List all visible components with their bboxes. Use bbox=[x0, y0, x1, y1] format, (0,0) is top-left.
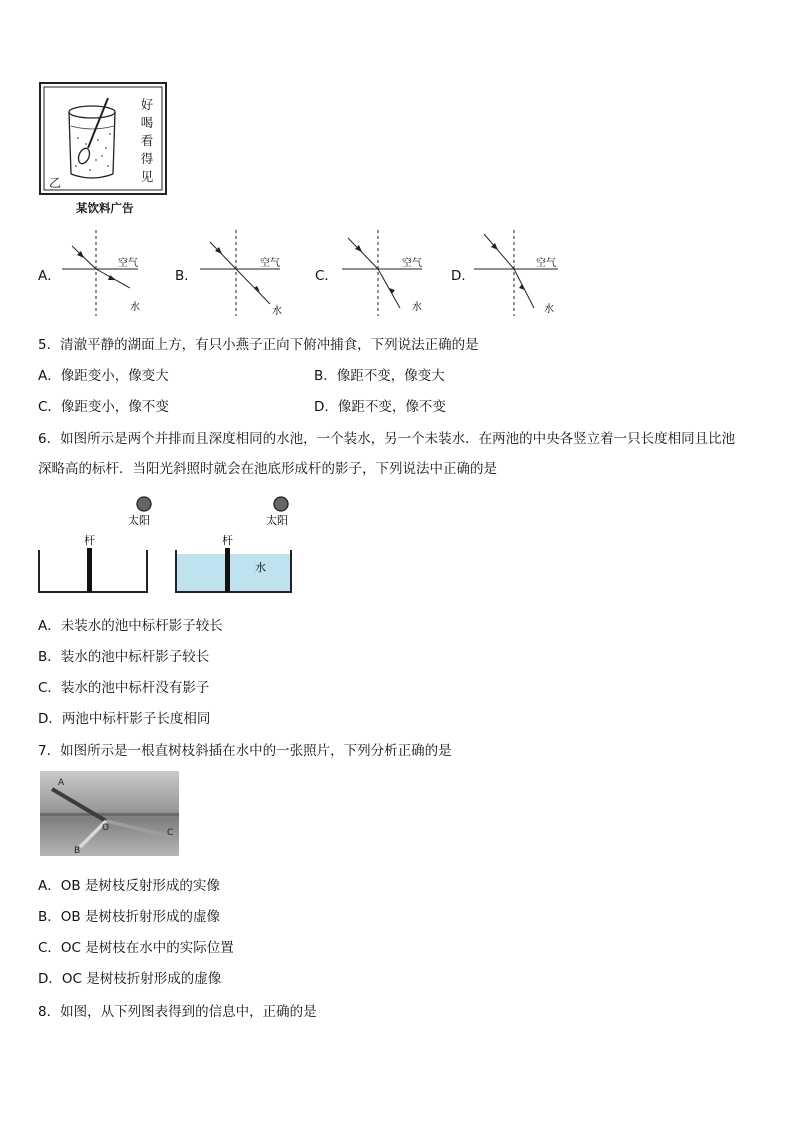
q7-branch-photo bbox=[40, 771, 180, 857]
pole-left bbox=[87, 548, 92, 592]
option-b-label: B． bbox=[175, 268, 198, 284]
q6-option-b: B．装水的池中标杆影子较长 bbox=[38, 649, 210, 665]
option-a-label: A． bbox=[38, 268, 61, 284]
option-c-diagram bbox=[340, 228, 440, 318]
q8-stem: 8．如图，从下列图表得到的信息中，正确的是 bbox=[38, 1004, 317, 1020]
q5-option-d: D．像距不变，像不变 bbox=[314, 399, 446, 415]
water-label: 水 bbox=[544, 304, 554, 315]
label-b: B bbox=[74, 846, 81, 856]
label-a: A bbox=[58, 778, 65, 788]
q6-option-d: D．两池中标杆影子长度相同 bbox=[38, 711, 211, 727]
option-d-diagram bbox=[472, 228, 572, 318]
water-label: 水 bbox=[412, 302, 422, 313]
ad-slogan bbox=[136, 96, 158, 186]
sun-label: 太阳 bbox=[128, 514, 150, 527]
air-label: 空气 bbox=[118, 258, 138, 269]
ad-corner-label: 乙 bbox=[49, 176, 62, 190]
q7-option-b: B．OB 是树枝折射形成的虚像 bbox=[38, 909, 220, 925]
sun-icon bbox=[274, 497, 288, 511]
pole-label: 杆 bbox=[84, 534, 95, 547]
slogan-char: 好 bbox=[140, 97, 154, 112]
option-b-diagram bbox=[198, 228, 298, 318]
q7-option-d: D．OC 是树枝折射形成的虚像 bbox=[38, 971, 222, 987]
slogan-char: 看 bbox=[140, 133, 154, 148]
option-c-label: C． bbox=[315, 268, 338, 284]
q7-stem: 7．如图所示是一根直树枝斜插在水中的一张照片，下列分析正确的是 bbox=[38, 743, 452, 759]
q7-option-a: A．OB 是树枝反射形成的实像 bbox=[38, 878, 220, 894]
pole-right bbox=[225, 548, 230, 592]
q6-stem-line1: 6．如图所示是两个并排而且深度相同的水池，一个装水，另一个未装水．在两池的中央各竖立着一只长度相同且比池 bbox=[38, 431, 736, 447]
water-label: 水 bbox=[130, 302, 140, 313]
air-label: 空气 bbox=[536, 258, 556, 269]
option-d-label: D． bbox=[451, 268, 475, 284]
pole-label: 杆 bbox=[222, 534, 233, 547]
q6-pools-figure bbox=[36, 490, 300, 600]
air-label: 空气 bbox=[260, 258, 280, 269]
q4-options bbox=[0, 228, 794, 320]
q7-option-c: C．OC 是树枝在水中的实际位置 bbox=[38, 940, 234, 956]
sun-icon bbox=[137, 497, 151, 511]
q6-option-a: A．未装水的池中标杆影子较长 bbox=[38, 618, 223, 634]
water-label: 水 bbox=[255, 561, 266, 574]
ad-caption: 某饮料广告 bbox=[76, 201, 134, 215]
q5-option-b: B．像距不变，像变大 bbox=[314, 368, 445, 384]
q5-option-a: A．像距变小，像变大 bbox=[38, 368, 169, 384]
q6-option-c: C．装水的池中标杆没有影子 bbox=[38, 680, 210, 696]
sun-label: 太阳 bbox=[266, 514, 288, 527]
slogan-char: 见 bbox=[140, 169, 154, 184]
q5-option-c: C．像距变小，像不变 bbox=[38, 399, 169, 415]
label-o: O bbox=[102, 823, 110, 833]
q5-stem: 5．清澈平静的湖面上方，有只小燕子正向下俯冲捕食，下列说法正确的是 bbox=[38, 337, 479, 353]
slogan-char: 得 bbox=[140, 151, 154, 166]
ad-figure bbox=[38, 82, 170, 222]
option-a-diagram bbox=[60, 228, 160, 318]
air-label: 空气 bbox=[402, 258, 422, 269]
water-label: 水 bbox=[272, 306, 282, 317]
q6-stem-line2: 深略高的标杆．当阳光斜照时就会在池底形成杆的影子，下列说法中正确的是 bbox=[38, 461, 497, 477]
label-c: C bbox=[167, 828, 174, 838]
slogan-char: 喝 bbox=[140, 115, 154, 130]
